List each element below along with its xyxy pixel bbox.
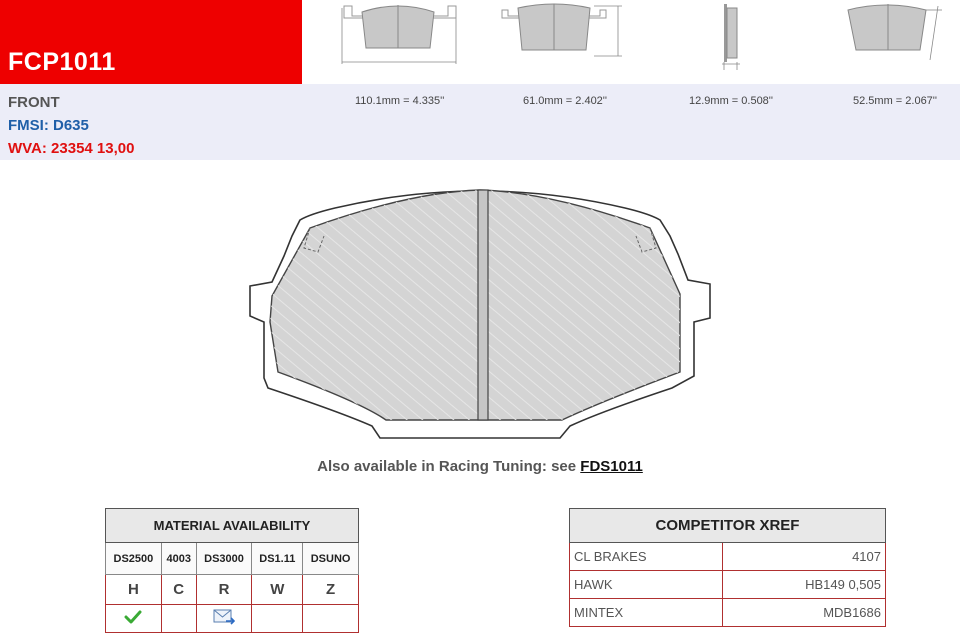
table-row — [570, 599, 886, 627]
xref-reference: MDB1686 — [723, 599, 886, 627]
wva-code: WVA: 23354 13,00 — [8, 140, 135, 157]
spec-band — [0, 84, 960, 160]
grade-cell: DS3000 — [196, 543, 252, 575]
width-diagram — [338, 0, 468, 70]
grade-letter: W — [252, 575, 303, 605]
grade-letter: C — [161, 575, 196, 605]
dimension-width: 110.1mm = 4.335'' — [355, 95, 445, 107]
brake-pad-drawing — [240, 176, 720, 446]
grade-letter: Z — [303, 575, 359, 605]
dimension-diagrams — [302, 0, 960, 84]
grade-cell: DSUNO — [303, 543, 359, 575]
status-cell — [252, 605, 303, 633]
racing-note — [0, 458, 960, 475]
xref-brand: CL BRAKES — [570, 543, 723, 571]
height-diagram — [498, 0, 628, 70]
dimension-secondary: 52.5mm = 2.067'' — [853, 95, 937, 107]
status-cell — [106, 605, 162, 633]
grade-letter: H — [106, 575, 162, 605]
angle-diagram — [842, 0, 952, 70]
table-row — [570, 543, 886, 571]
competitor-xref-table — [569, 508, 886, 627]
product-code: FCP1011 — [8, 48, 116, 76]
product-header — [0, 0, 302, 84]
status-cell[interactable] — [196, 605, 252, 633]
fmsi-code: FMSI: D635 — [8, 117, 89, 134]
status-cell — [161, 605, 196, 633]
pad-position: FRONT — [8, 94, 60, 111]
material-table-title: MATERIAL AVAILABILITY — [106, 509, 359, 543]
status-cell — [303, 605, 359, 633]
table-row — [570, 571, 886, 599]
grade-cell: DS2500 — [106, 543, 162, 575]
center-slot — [478, 190, 488, 420]
xref-reference: HB149 0,505 — [723, 571, 886, 599]
racing-tuning-link[interactable]: FDS1011 — [580, 458, 643, 475]
xref-brand: MINTEX — [570, 599, 723, 627]
xref-brand: HAWK — [570, 571, 723, 599]
envelope-request-icon[interactable] — [213, 608, 235, 626]
dimension-thickness: 12.9mm = 0.508'' — [689, 95, 773, 107]
dimension-height: 61.0mm = 2.402'' — [523, 95, 607, 107]
grade-cell: DS1.11 — [252, 543, 303, 575]
checkmark-icon — [124, 609, 142, 625]
thickness-diagram — [714, 0, 744, 72]
grade-letter: R — [196, 575, 252, 605]
xref-table-title: COMPETITOR XREF — [570, 509, 886, 543]
material-availability-table — [105, 508, 359, 633]
xref-reference: 4107 — [723, 543, 886, 571]
grade-cell: 4003 — [161, 543, 196, 575]
racing-note-text: Also available in Racing Tuning: see — [317, 458, 577, 475]
